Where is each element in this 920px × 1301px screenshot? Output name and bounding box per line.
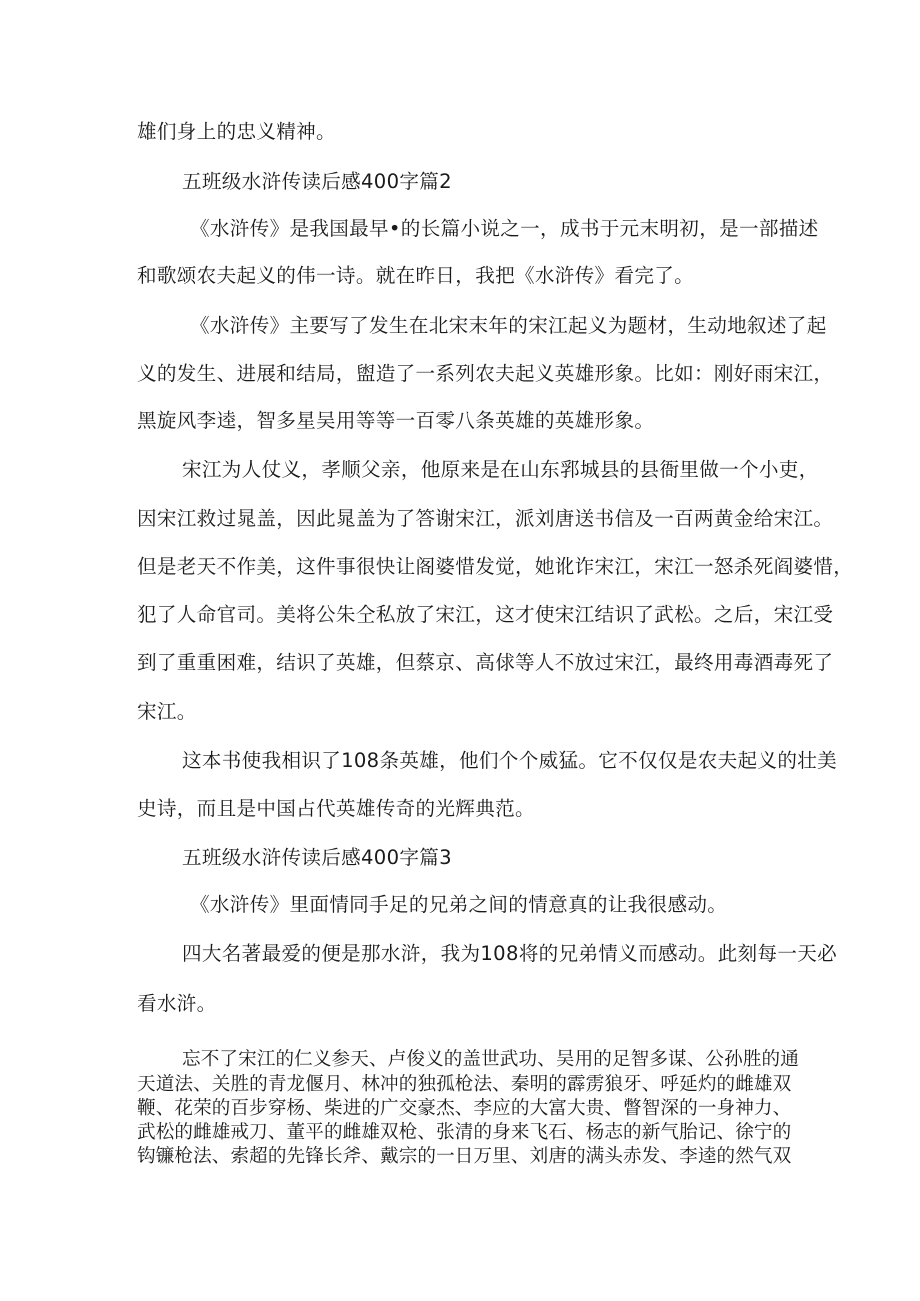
article2-para2-line2: 义的发生、进展和结局，盥造了一系列农夫起义英雄形象。比如：刚好雨宋江， — [137, 362, 834, 385]
intro-tail-text: 雄们身上的忠义精神。 — [137, 120, 336, 143]
article2-para3-line4: 犯了人命官司。美将公朱仝私放了宋江，这才使宋江结识了武松。之后，宋江受 — [137, 603, 834, 626]
article2-para4-line1: 这本书使我相识了108条英雄，他们个个威猛。它不仅仅是农夫起义的壮美 — [182, 749, 838, 772]
article2-para2-line3: 黑旋风李逵，智多星吴用等等一百零八条英雄的英雄形象。 — [137, 409, 655, 432]
article3-para3-line2: 天道法、关胜的青龙偃月、林冲的独孤枪法、秦明的霹雳狼牙、呼延灼的雌雄双 — [137, 1074, 792, 1095]
article3-heading: 五班级水浒传读后感400字篇3 — [182, 846, 452, 869]
article2-para3-line3: 但是老天不作美，这件事很快让阁婆惜发觉，她讹诈宋江，宋江一怒杀死阎婆惜， — [137, 555, 854, 578]
article3-para3-line1: 忘不了宋江的仁义参天、卢俊义的盖世武功、吴用的足智多谋、公孙胜的通 — [182, 1049, 799, 1070]
article3-para3-line4: 武松的雌雄戒刀、董平的雌雄双枪、张清的身来飞石、杨志的新气胎记、徐宁的 — [137, 1122, 792, 1143]
article3-para2-line2: 看水浒。 — [137, 992, 217, 1015]
article2-heading: 五班级水浒传读后感400字篇2 — [182, 170, 452, 193]
article2-para1-line2: 和歌颂农夫起义的伟一诗。就在昨日，我把《水浒传》看完了。 — [137, 264, 695, 287]
article3-para2-line1: 四大名著最爱的便是那水浒，我为108将的兄弟情义而感动。此刻每一天必 — [182, 942, 838, 965]
article3-para3-line5: 钩镰枪法、索超的先锋长斧、戴宗的一日万里、刘唐的满头赤发、李逵的然气双 — [137, 1146, 792, 1167]
article2-para3-line2: 因宋江救过晁盖，因此晁盖为了答谢宋江，派刘唐送书信及一百两黄金给宋江。 — [137, 507, 834, 530]
article2-para1-line1: 《水浒传》是我国最早•的长篇小说之一，成书于元末明初，是一部描述 — [190, 217, 819, 240]
article2-para3-line6: 宋江。 — [137, 700, 197, 723]
article3-para3-line3: 鞭、花荣的百步穿杨、柴进的广交豪杰、李应的大富大贵、瞥智深的一身神力、 — [137, 1098, 792, 1119]
article2-para4-line2: 史诗，而且是中国占代英雄传奇的光辉典范。 — [137, 797, 535, 820]
article2-para3-line1: 宋江为人仗义，孝顺父亲，他原来是在山东郛城县的县衙里做一个小吏， — [182, 458, 819, 481]
article2-para2-line1: 《水浒传》主要写了发生在北宋末年的宋江起义为题材，生动地叙述了起 — [190, 314, 827, 337]
article2-para3-line5: 到了重重困难，结识了英雄，但蔡京、高俅等人不放过宋江，最终用毒酒毒死了 — [137, 651, 834, 674]
article3-para1-line1: 《水浒传》里面情同手足的兄弟之间的情意真的让我很感动。 — [190, 893, 728, 916]
